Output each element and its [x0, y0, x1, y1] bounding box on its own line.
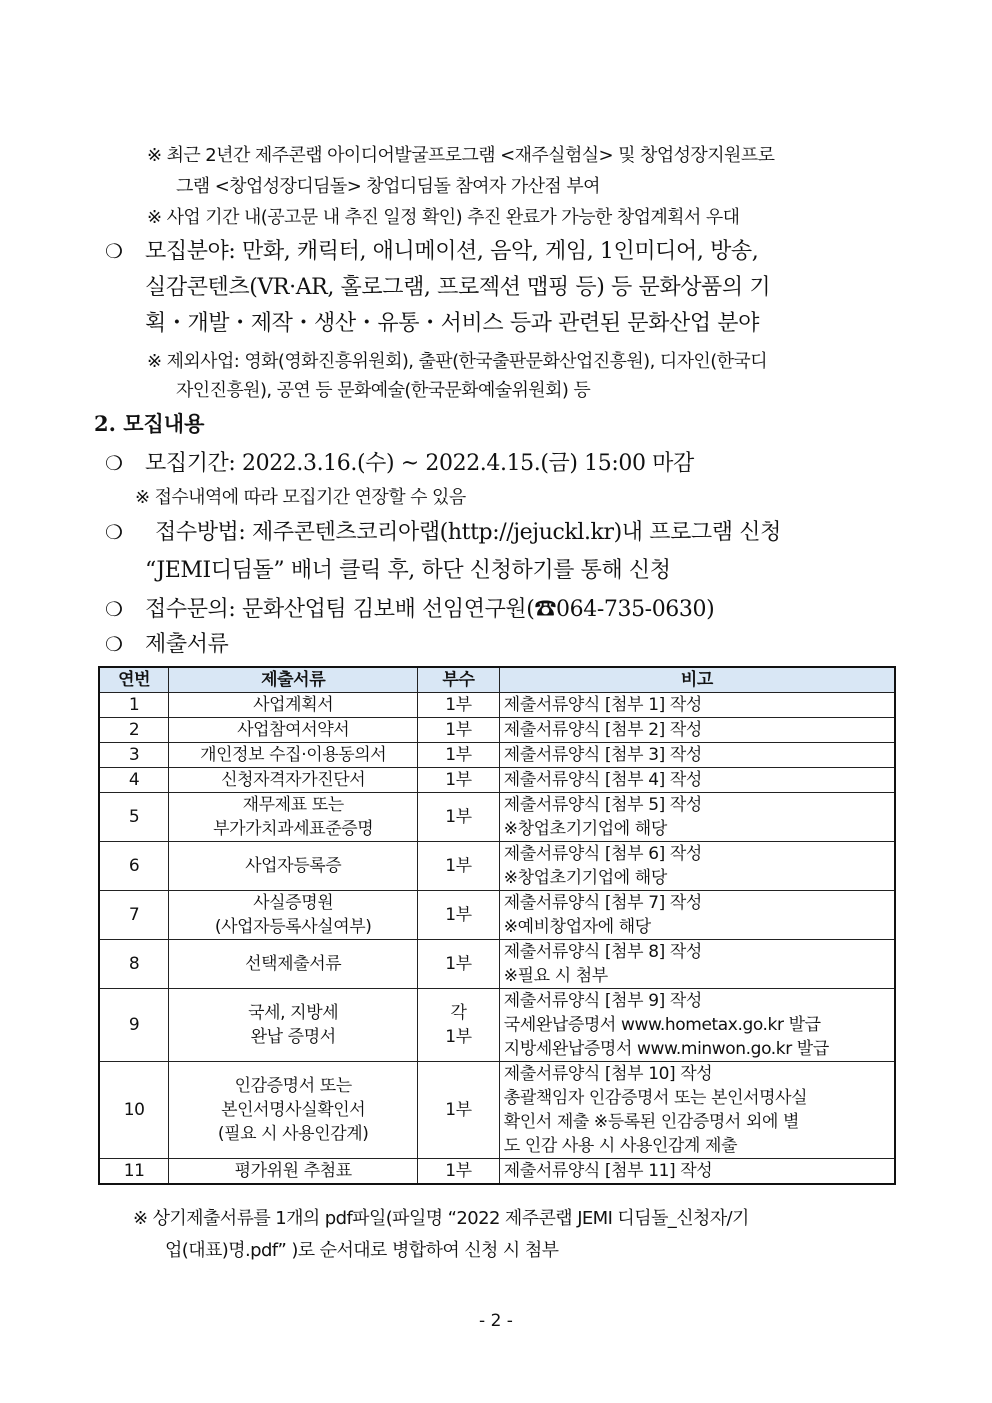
cell-remarks	[499, 940, 895, 989]
circle-bullet-icon: ❍	[105, 597, 123, 621]
cell-no: 11	[99, 1159, 169, 1185]
cell-document-line: 재무제표 또는	[242, 795, 344, 815]
table-row	[99, 842, 895, 891]
documents-table	[98, 666, 896, 1185]
period-text: 모집기간: 2022.3.16.(수) ~ 2022.4.15.(금) 15:00 마감	[145, 451, 694, 476]
cell-document	[169, 743, 418, 768]
table-row	[99, 718, 895, 743]
table-row	[99, 1062, 895, 1159]
cell-remarks	[499, 743, 895, 768]
circle-bullet-icon: ❍	[105, 239, 123, 263]
cell-remarks-line: 제출서류양식 [첨부 4] 작성	[503, 770, 702, 790]
cell-remarks	[499, 793, 895, 842]
inquiry-line	[105, 592, 714, 623]
table-row	[99, 1159, 895, 1185]
cell-remarks-line: 확인서 제출 ※등록된 인감증명서 외에 별	[503, 1112, 800, 1132]
cell-copies	[418, 989, 500, 1062]
cell-remarks-line: 제출서류양식 [첨부 2] 작성	[503, 720, 702, 740]
cell-copies-line: 1부	[445, 954, 472, 974]
field-line3: 획・개발・제작・생산・유통・서비스 등과 관련된 문화산업 분야	[145, 311, 759, 336]
cell-remarks-line: 제출서류양식 [첨부 11] 작성	[503, 1161, 713, 1181]
cell-copies	[418, 1062, 500, 1159]
cell-copies-line: 1부	[445, 720, 472, 740]
cell-copies	[418, 940, 500, 989]
cell-no: 4	[99, 768, 169, 793]
cell-copies	[418, 768, 500, 793]
cell-document-line: 선택제출서류	[245, 954, 342, 974]
circle-bullet-icon: ❍	[105, 520, 123, 544]
cell-copies	[418, 891, 500, 940]
cell-copies-line: 각	[450, 1003, 467, 1023]
cell-no: 6	[99, 842, 169, 891]
method-line1	[105, 515, 781, 546]
table-row	[99, 793, 895, 842]
cell-remarks-line: 제출서류양식 [첨부 5] 작성	[503, 795, 702, 815]
cell-copies	[418, 1159, 500, 1185]
cell-copies-line: 1부	[445, 745, 472, 765]
method-text1: 접수방법: 제주콘텐츠코리아랩(http://jejuckl.kr)내 프로그램 신청	[155, 520, 781, 545]
cell-remarks-line: 제출서류양식 [첨부 9] 작성	[503, 991, 702, 1011]
cell-copies-line: 1부	[445, 695, 472, 715]
cell-document	[169, 718, 418, 743]
cell-document	[169, 768, 418, 793]
excluded-line2: 자인진흥원), 공연 등 문화예술(한국문화예술위원회) 등	[176, 380, 591, 401]
period-note: ※ 접수내역에 따라 모집기간 연장할 수 있음	[135, 487, 466, 508]
note-preference: ※ 사업 기간 내(공고문 내 추진 일정 확인) 추진 완료가 가능한 창업계획서 우대	[147, 207, 740, 228]
cell-remarks-line: ※필요 시 첨부	[503, 966, 608, 986]
table-row	[99, 940, 895, 989]
cell-remarks-line: 제출서류양식 [첨부 1] 작성	[503, 695, 702, 715]
table-row	[99, 743, 895, 768]
cell-document	[169, 793, 418, 842]
cell-remarks	[499, 842, 895, 891]
cell-copies-line: 1부	[445, 856, 472, 876]
cell-document	[169, 1062, 418, 1159]
cell-copies	[418, 793, 500, 842]
cell-remarks	[499, 768, 895, 793]
table-row	[99, 989, 895, 1062]
cell-remarks-line: 제출서류양식 [첨부 3] 작성	[503, 745, 702, 765]
cell-remarks-line: 국세완납증명서 www.hometax.go.kr 발급	[503, 1015, 821, 1035]
field-line1	[105, 234, 758, 265]
cell-no: 7	[99, 891, 169, 940]
note-bonus-line2: 그램 <창업성장디딤돌> 창업디딤돌 참여자 가산점 부여	[176, 176, 600, 197]
cell-copies	[418, 743, 500, 768]
cell-document-line: 인감증명서 또는	[234, 1076, 352, 1096]
table-body	[99, 693, 895, 1185]
cell-document	[169, 693, 418, 718]
cell-document-line: 본인서명사실확인서	[221, 1100, 366, 1120]
merge-note-line2: 업(대표)명.pdf” )로 순서대로 병합하여 신청 시 첨부	[165, 1240, 559, 1261]
inquiry-text: 접수문의: 문화산업팀 김보배 선임연구원(☎064-735-0630)	[145, 597, 715, 622]
header-remarks: 비고	[499, 667, 895, 693]
cell-document	[169, 891, 418, 940]
cell-document-line: 사업자등록증	[245, 856, 342, 876]
cell-document	[169, 842, 418, 891]
table-row	[99, 891, 895, 940]
cell-remarks-line: ※예비창업자에 해당	[503, 917, 651, 937]
page-number: - 2 -	[479, 1311, 513, 1331]
cell-no: 5	[99, 793, 169, 842]
cell-copies-line: 1부	[445, 905, 472, 925]
cell-remarks-line: 지방세완납증명서 www.minwon.go.kr 발급	[503, 1039, 829, 1059]
cell-copies-line: 1부	[445, 1027, 472, 1047]
cell-remarks	[499, 718, 895, 743]
cell-document-line: 사실증명원	[253, 893, 334, 913]
circle-bullet-icon: ❍	[105, 451, 123, 475]
header-copies: 부수	[418, 667, 500, 693]
note-bonus-line1: ※ 최근 2년간 제주콘랩 아이디어발굴프로그램 <재주실험실> 및 창업성장지원프로	[147, 145, 775, 166]
cell-copies	[418, 693, 500, 718]
header-no: 연번	[99, 667, 169, 693]
cell-remarks-line: 총괄책임자 인감증명서 또는 본인서명사실	[503, 1088, 808, 1108]
cell-remarks	[499, 1159, 895, 1185]
cell-copies-line: 1부	[445, 807, 472, 827]
cell-copies-line: 1부	[445, 1100, 472, 1120]
cell-document	[169, 940, 418, 989]
cell-document-line: (사업자등록사실여부)	[214, 917, 372, 937]
field-text1: 모집분야: 만화, 캐릭터, 애니메이션, 음악, 게임, 1인미디어, 방송,	[145, 239, 759, 264]
cell-copies	[418, 842, 500, 891]
cell-document	[169, 989, 418, 1062]
cell-remarks-line: ※창업초기기업에 해당	[503, 868, 667, 888]
cell-document-line: 사업계획서	[253, 695, 334, 715]
cell-copies	[418, 718, 500, 743]
section-heading: 2. 모집내용	[94, 411, 205, 436]
cell-document-line: 신청자격자가진단서	[221, 770, 366, 790]
cell-remarks-line: 제출서류양식 [첨부 6] 작성	[503, 844, 702, 864]
merge-note-line1: ※ 상기제출서류를 1개의 pdf파일(파일명 “2022 제주콘랩 JEMI 디딤돌_신청자/기	[133, 1208, 749, 1229]
cell-no: 8	[99, 940, 169, 989]
cell-document-line: (필요 시 사용인감계)	[217, 1124, 369, 1144]
table-row	[99, 768, 895, 793]
cell-remarks-line: 제출서류양식 [첨부 8] 작성	[503, 942, 702, 962]
cell-no: 9	[99, 989, 169, 1062]
excluded-line1: ※ 제외사업: 영화(영화진흥위원회), 출판(한국출판문화산업진흥원), 디자인(한국디	[147, 351, 768, 372]
cell-remarks	[499, 989, 895, 1062]
cell-no: 2	[99, 718, 169, 743]
cell-document-line: 부가가치과세표준증명	[213, 819, 374, 839]
period-line	[105, 446, 694, 477]
cell-remarks	[499, 891, 895, 940]
cell-remarks	[499, 1062, 895, 1159]
cell-document-line: 사업참여서약서	[237, 720, 350, 740]
cell-remarks-line: 제출서류양식 [첨부 7] 작성	[503, 893, 702, 913]
circle-bullet-icon: ❍	[105, 632, 123, 656]
cell-no: 3	[99, 743, 169, 768]
cell-copies-line: 1부	[445, 1161, 472, 1181]
field-line2: 실감콘텐츠(VR·AR, 홀로그램, 프로젝션 맵핑 등) 등 문화상품의 기	[145, 275, 771, 300]
cell-document-line: 개인정보 수집·이용동의서	[200, 745, 387, 765]
documents-title-line	[105, 627, 228, 658]
cell-copies-line: 1부	[445, 770, 472, 790]
cell-document-line: 국세, 지방세	[248, 1003, 339, 1023]
documents-title: 제출서류	[145, 632, 229, 657]
cell-no: 1	[99, 693, 169, 718]
cell-document-line: 평가위원 추첨표	[234, 1161, 352, 1181]
method-line2: “JEMI디딤돌” 배너 클릭 후, 하단 신청하기를 통해 신청	[145, 558, 671, 583]
cell-remarks-line: ※창업초기기업에 해당	[503, 819, 667, 839]
cell-remarks-line: 도 인감 사용 시 사용인감계 제출	[503, 1136, 738, 1156]
cell-document	[169, 1159, 418, 1185]
cell-no: 10	[99, 1062, 169, 1159]
table-header-row	[99, 667, 895, 693]
cell-remarks	[499, 693, 895, 718]
cell-document-line: 완납 증명서	[250, 1027, 336, 1047]
header-document: 제출서류	[169, 667, 418, 693]
cell-remarks-line: 제출서류양식 [첨부 10] 작성	[503, 1064, 713, 1084]
table-row	[99, 693, 895, 718]
